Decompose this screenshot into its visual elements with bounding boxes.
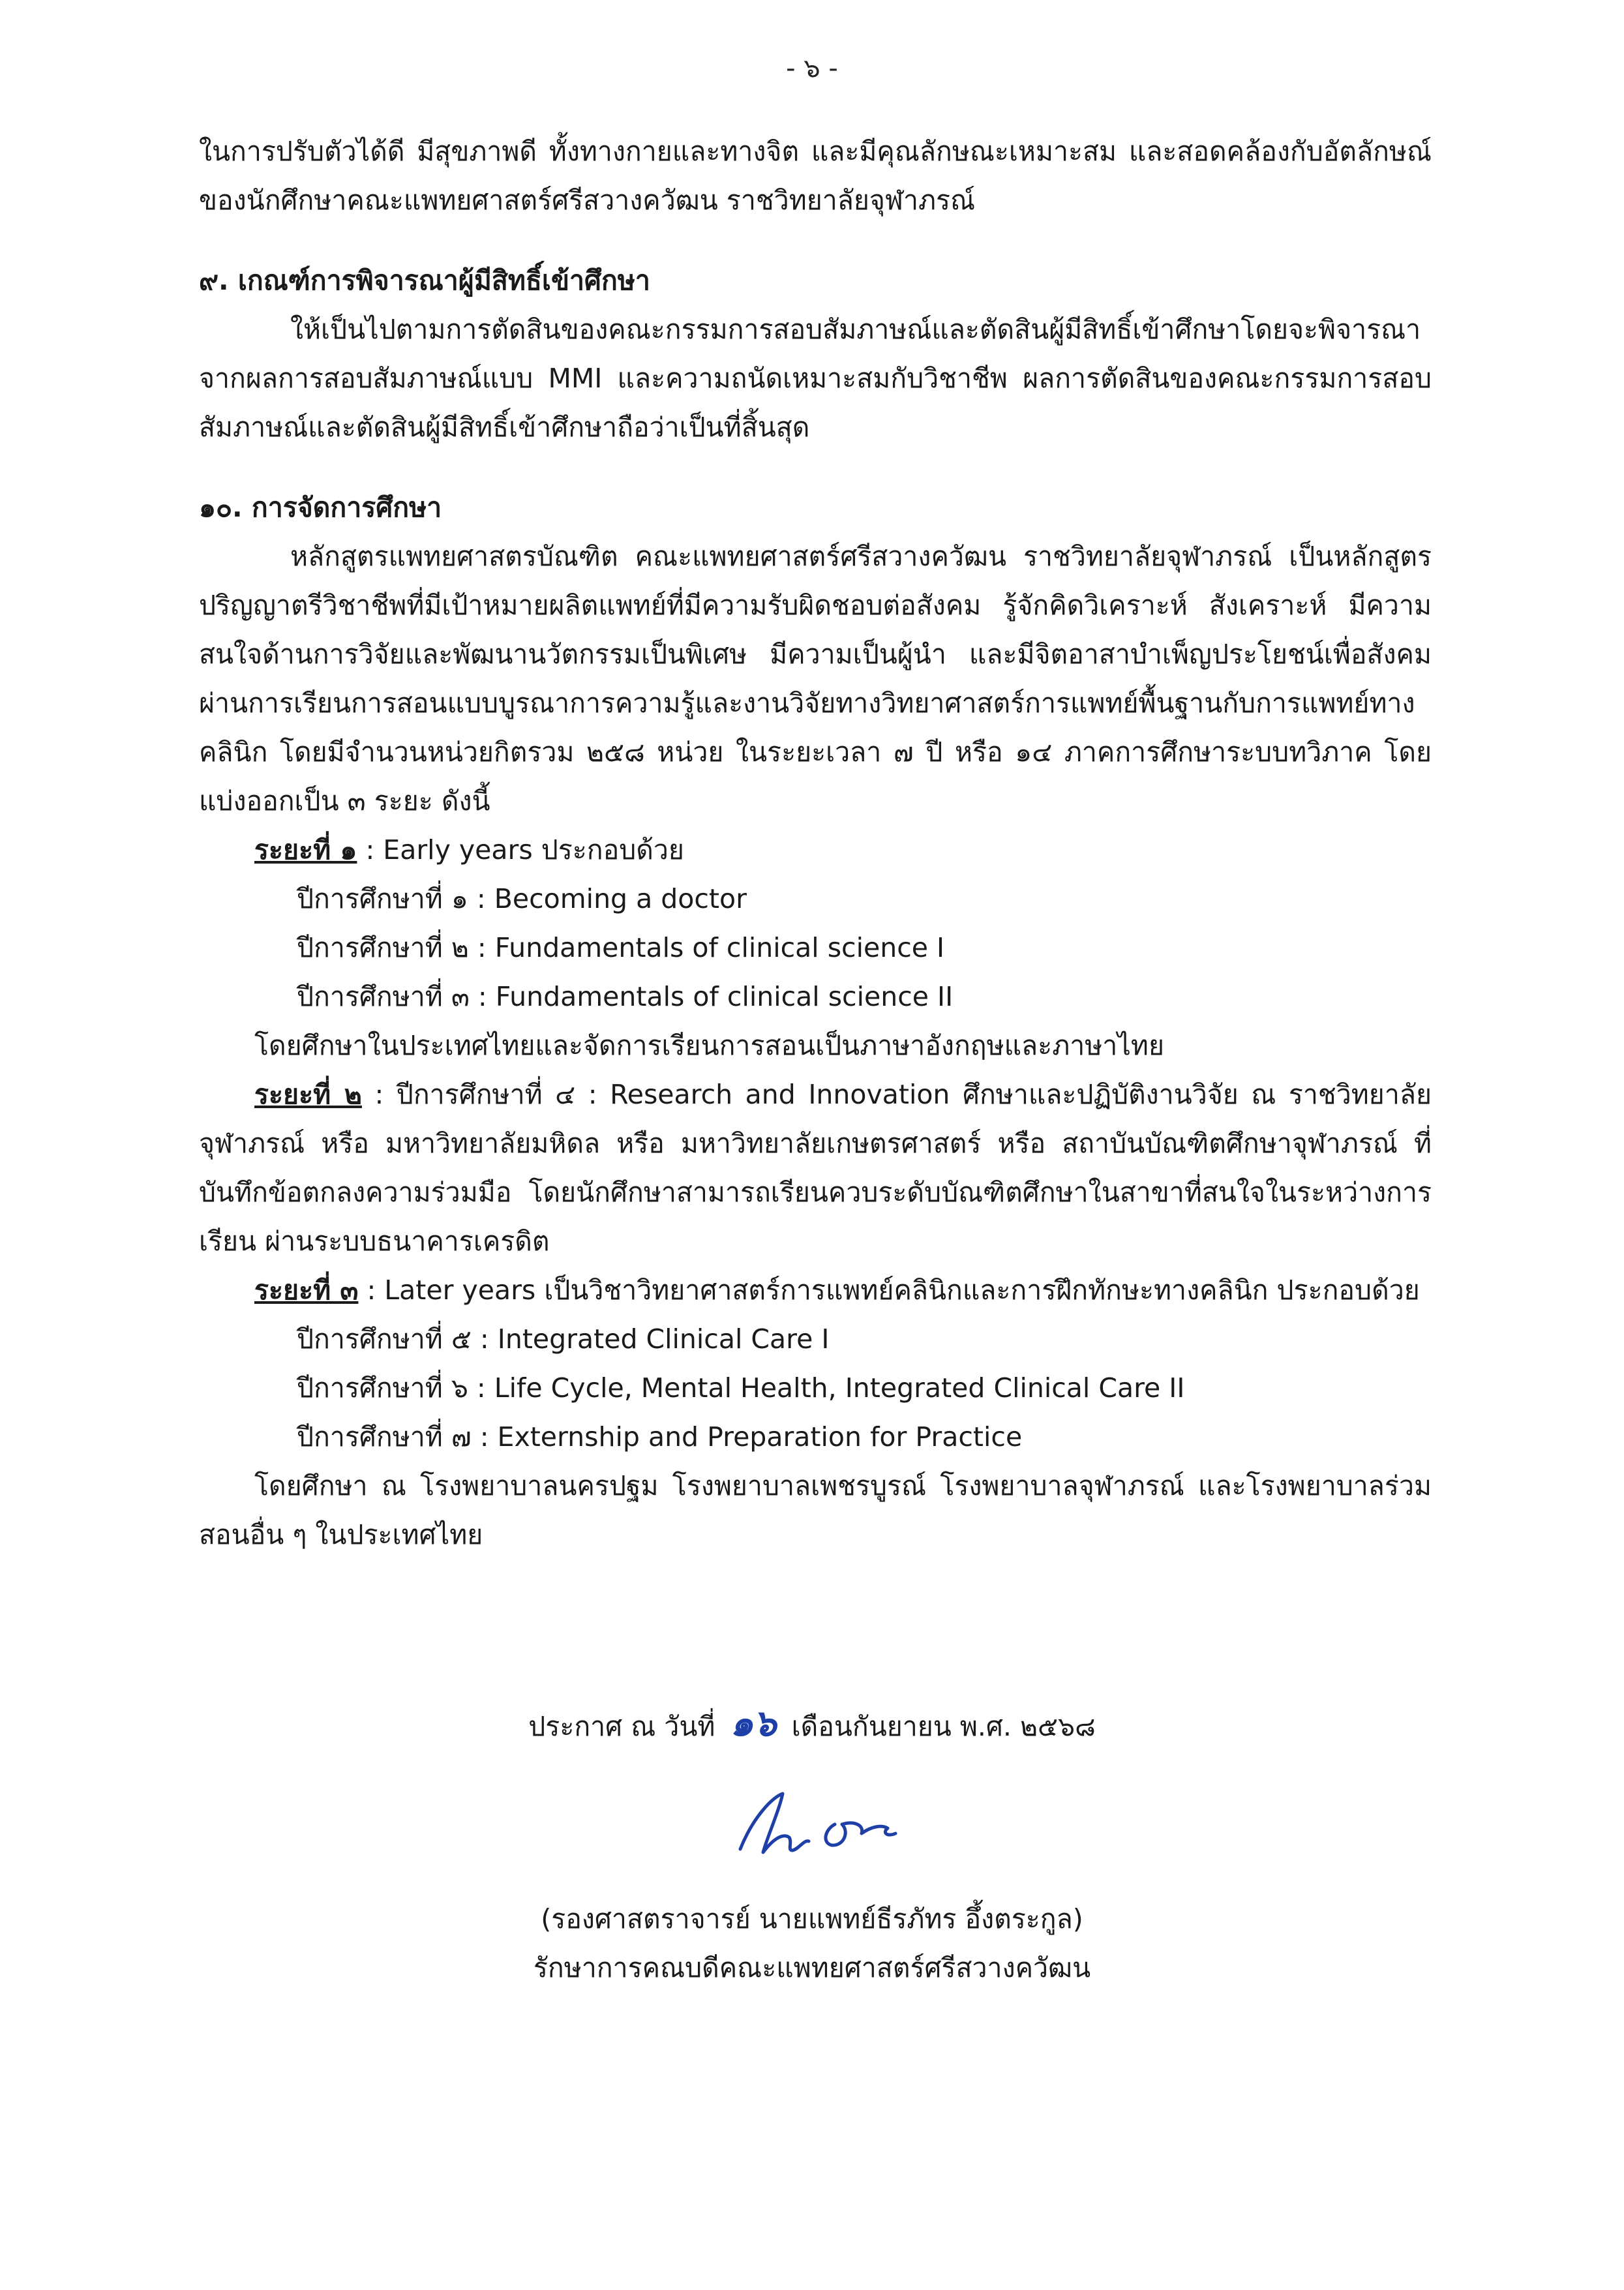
section-9-body: ให้เป็นไปตามการตัดสินของคณะกรรมการสอบสัมภาษณ์และตัดสินผู้มีสิทธิ์เข้าศึกษาโดยจะพิจารณาจากผลการสอบสัมภาษณ์แบบ MMI และความถนัดเหมาะสมกับวิชาชีพ ผลการตัดสินของคณะกรรมการสอบสัมภาษณ์และตัดสินผู้มีสิทธิ์เข้าศึกษาถือว่าเป็นที่สิ้นสุด xyxy=(199,314,1432,443)
signature-icon xyxy=(727,1777,923,1875)
signer-position: รักษาการคณบดีคณะแพทยศาสตร์ศรีสวางควัฒน xyxy=(533,1952,1091,1983)
phase-3-year-5: ปีการศึกษาที่ ๕ : Integrated Clinical Care I xyxy=(297,1323,830,1355)
announcement-date xyxy=(0,1699,1624,1751)
page-number: - ๖ - xyxy=(786,53,838,83)
announcement-prefix: ประกาศ ณ วันที่ xyxy=(528,1711,715,1742)
phase-3-year-6: ปีการศึกษาที่ ๖ : Life Cycle, Mental Health, Integrated Clinical Care II xyxy=(297,1372,1185,1404)
phase-1-text: : Early years ประกอบด้วย xyxy=(357,834,684,866)
announcement-day: ๑๖ xyxy=(730,1702,777,1745)
phase-1-year-1: ปีการศึกษาที่ ๑ : Becoming a doctor xyxy=(297,883,747,914)
intro-paragraph: ในการปรับตัวได้ดี มีสุขภาพดี ทั้งทางกายและทางจิต และมีคุณลักษณะเหมาะสม และสอดคล้องกับอัตลักษณ์ของนักศึกษาคณะแพทยศาสตร์ศรีสวางควัฒน ราชวิทยาลัยจุฬาภรณ์ xyxy=(199,136,1432,216)
phase-3-year-7: ปีการศึกษาที่ ๗ : Externship and Preparation for Practice xyxy=(297,1421,1023,1453)
phase-3-label: ระยะที่ ๓ xyxy=(254,1274,359,1306)
phase-1-line xyxy=(199,826,1432,875)
phase-2-text: : ปีการศึกษาที่ ๔ : Research and Innovation ศึกษาและปฏิบัติงานวิจัย ณ ราชวิทยาลัยจุฬาภรณ์ หรือ มหาวิทยาลัยมหิดล หรือ มหาวิทยาลัยเกษตรศาสตร์ หรือ สถาบันบัณฑิตศึกษาจุฬาภรณ์ ที่บันทึกข้อตกลงความร่วมมือ โดยนักศึกษาสามารถเรียนควบระดับบัณฑิตศึกษาในสาขาที่สนใจในระหว่างการเรียน ผ่านระบบธนาคารเครดิต xyxy=(199,1079,1432,1257)
section-10-body: หลักสูตรแพทยศาสตรบัณฑิต คณะแพทยศาสตร์ศรีสวางควัฒน ราชวิทยาลัยจุฬาภรณ์ เป็นหลักสูตรปริญญาตรีวิชาชีพที่มีเป้าหมายผลิตแพทย์ที่มีความรับผิดชอบต่อสังคม รู้จักคิดวิเคราะห์ สังเคราะห์ มีความสนใจด้านการวิจัยและพัฒนานวัตกรรมเป็นพิเศษ มีความเป็นผู้นำ และมีจิตอาสาบำเพ็ญประโยชน์เพื่อสังคม ผ่านการเรียนการสอนแบบบูรณาการความรู้และงานวิจัยทางวิทยาศาสตร์การแพทย์พื้นฐานกับการแพทย์ทางคลินิก โดยมีจำนวนหน่วยกิตรวม ๒๕๘ หน่วย ในระยะเวลา ๗ ปี หรือ ๑๔ ภาคการศึกษาระบบทวิภาค โดยแบ่งออกเป็น ๓ ระยะ ดังนี้ xyxy=(199,541,1432,817)
phase-2-paragraph xyxy=(199,1070,1432,1266)
phase-3-text: : Later years เป็นวิชาวิทยาศาสตร์การแพทย์คลินิกและการฝึกทักษะทางคลินิก ประกอบด้วย xyxy=(358,1274,1420,1306)
signer-name: (รองศาสตราจารย์ นายแพทย์ธีรภัทร อึ้งตระกูล) xyxy=(541,1903,1083,1935)
announcement-suffix: เดือนกันยายน พ.ศ. ๒๕๖๘ xyxy=(791,1711,1096,1742)
section-10-heading: ๑๐. การจัดการศึกษา xyxy=(199,492,442,523)
signer-block xyxy=(0,1895,1624,1993)
phase-2-label: ระยะที่ ๒ xyxy=(254,1079,362,1110)
phase-1-year-2: ปีการศึกษาที่ ๒ : Fundamentals of clinical science I xyxy=(297,932,945,963)
document-body xyxy=(199,127,1432,1559)
phase-3-paragraph xyxy=(199,1266,1432,1315)
phase-1-note: โดยศึกษาในประเทศไทยและจัดการเรียนการสอนเป็นภาษาอังกฤษและภาษาไทย xyxy=(254,1030,1164,1061)
phase-1-label: ระยะที่ ๑ xyxy=(254,834,357,866)
phase-3-note: โดยศึกษา ณ โรงพยาบาลนครปฐม โรงพยาบาลเพชรบูรณ์ โรงพยาบาลจุฬาภรณ์ และโรงพยาบาลร่วมสอนอื่น ๆ ในประเทศไทย xyxy=(199,1470,1432,1550)
phase-1-year-3: ปีการศึกษาที่ ๓ : Fundamentals of clinical science II xyxy=(297,981,954,1012)
section-9-heading: ๙. เกณฑ์การพิจารณาผู้มีสิทธิ์เข้าศึกษา xyxy=(199,265,650,296)
